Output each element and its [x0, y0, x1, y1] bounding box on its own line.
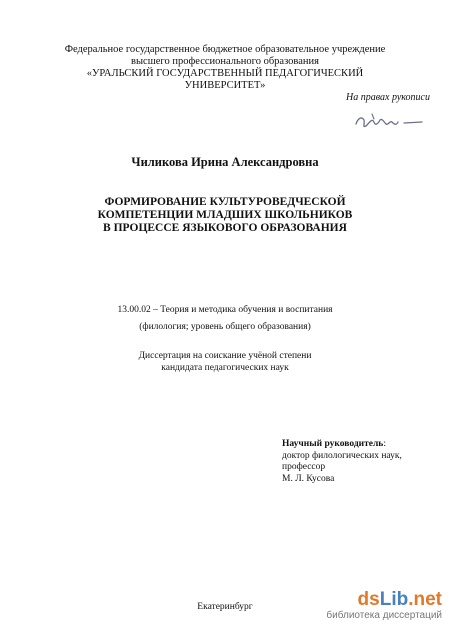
- specialty-field: (филология; уровень общего образования): [139, 322, 311, 332]
- supervisor-block: [282, 439, 402, 485]
- degree-line-2: кандидата педагогических наук: [161, 363, 289, 373]
- degree-line-1: Диссертация на соискание учёной степени: [138, 351, 312, 361]
- institution-line-4: УНИВЕРСИТЕТ»: [184, 80, 266, 91]
- watermark-logo: [326, 590, 442, 610]
- institution-line-1: Федеральное государственное бюджетное образовательное учреждение: [64, 44, 386, 55]
- specialty-code: 13.00.02 – Теория и методика обучения и воспитания: [117, 305, 333, 315]
- city: Екатеринбург: [197, 602, 253, 612]
- watermark-ds: ds: [357, 589, 380, 610]
- title-line-3: В ПРОЦЕССЕ ЯЗЫКОВОГО ОБРАЗОВАНИЯ: [103, 222, 347, 234]
- watermark-subtitle: библиотека диссертаций: [326, 610, 442, 621]
- supervisor-colon: :: [383, 439, 386, 449]
- degree-statement: [0, 350, 450, 374]
- institution-line-2: высшего профессионального образования: [131, 56, 319, 67]
- dissertation-title: [0, 196, 450, 235]
- supervisor-degree: доктор филологических наук,: [282, 450, 402, 461]
- title-line-2: КОМПЕТЕНЦИИ МЛАДШИХ ШКОЛЬНИКОВ: [97, 209, 353, 221]
- specialty-block: [0, 302, 450, 336]
- supervisor-rank: профессор: [282, 462, 326, 472]
- title-line-1: ФОРМИРОВАНИЕ КУЛЬТУРОВЕДЧЕСКОЙ: [104, 196, 346, 208]
- author-name: Чиликова Ирина Александровна: [131, 155, 319, 169]
- manuscript-rights-note: На правах рукописи: [346, 92, 430, 103]
- watermark-net: .net: [408, 589, 442, 610]
- supervisor-label: Научный руководитель: [282, 439, 384, 449]
- watermark-lib: Lib: [379, 589, 409, 610]
- handwritten-signature: [352, 110, 432, 138]
- institution-header: [0, 44, 450, 92]
- institution-line-3: «УРАЛЬСКИЙ ГОСУДАРСТВЕННЫЙ ПЕДАГОГИЧЕСКИЙ: [86, 68, 364, 79]
- supervisor-heading: [282, 439, 402, 451]
- supervisor-name: М. Л. Кусова: [282, 473, 335, 484]
- dslib-watermark: [326, 590, 442, 621]
